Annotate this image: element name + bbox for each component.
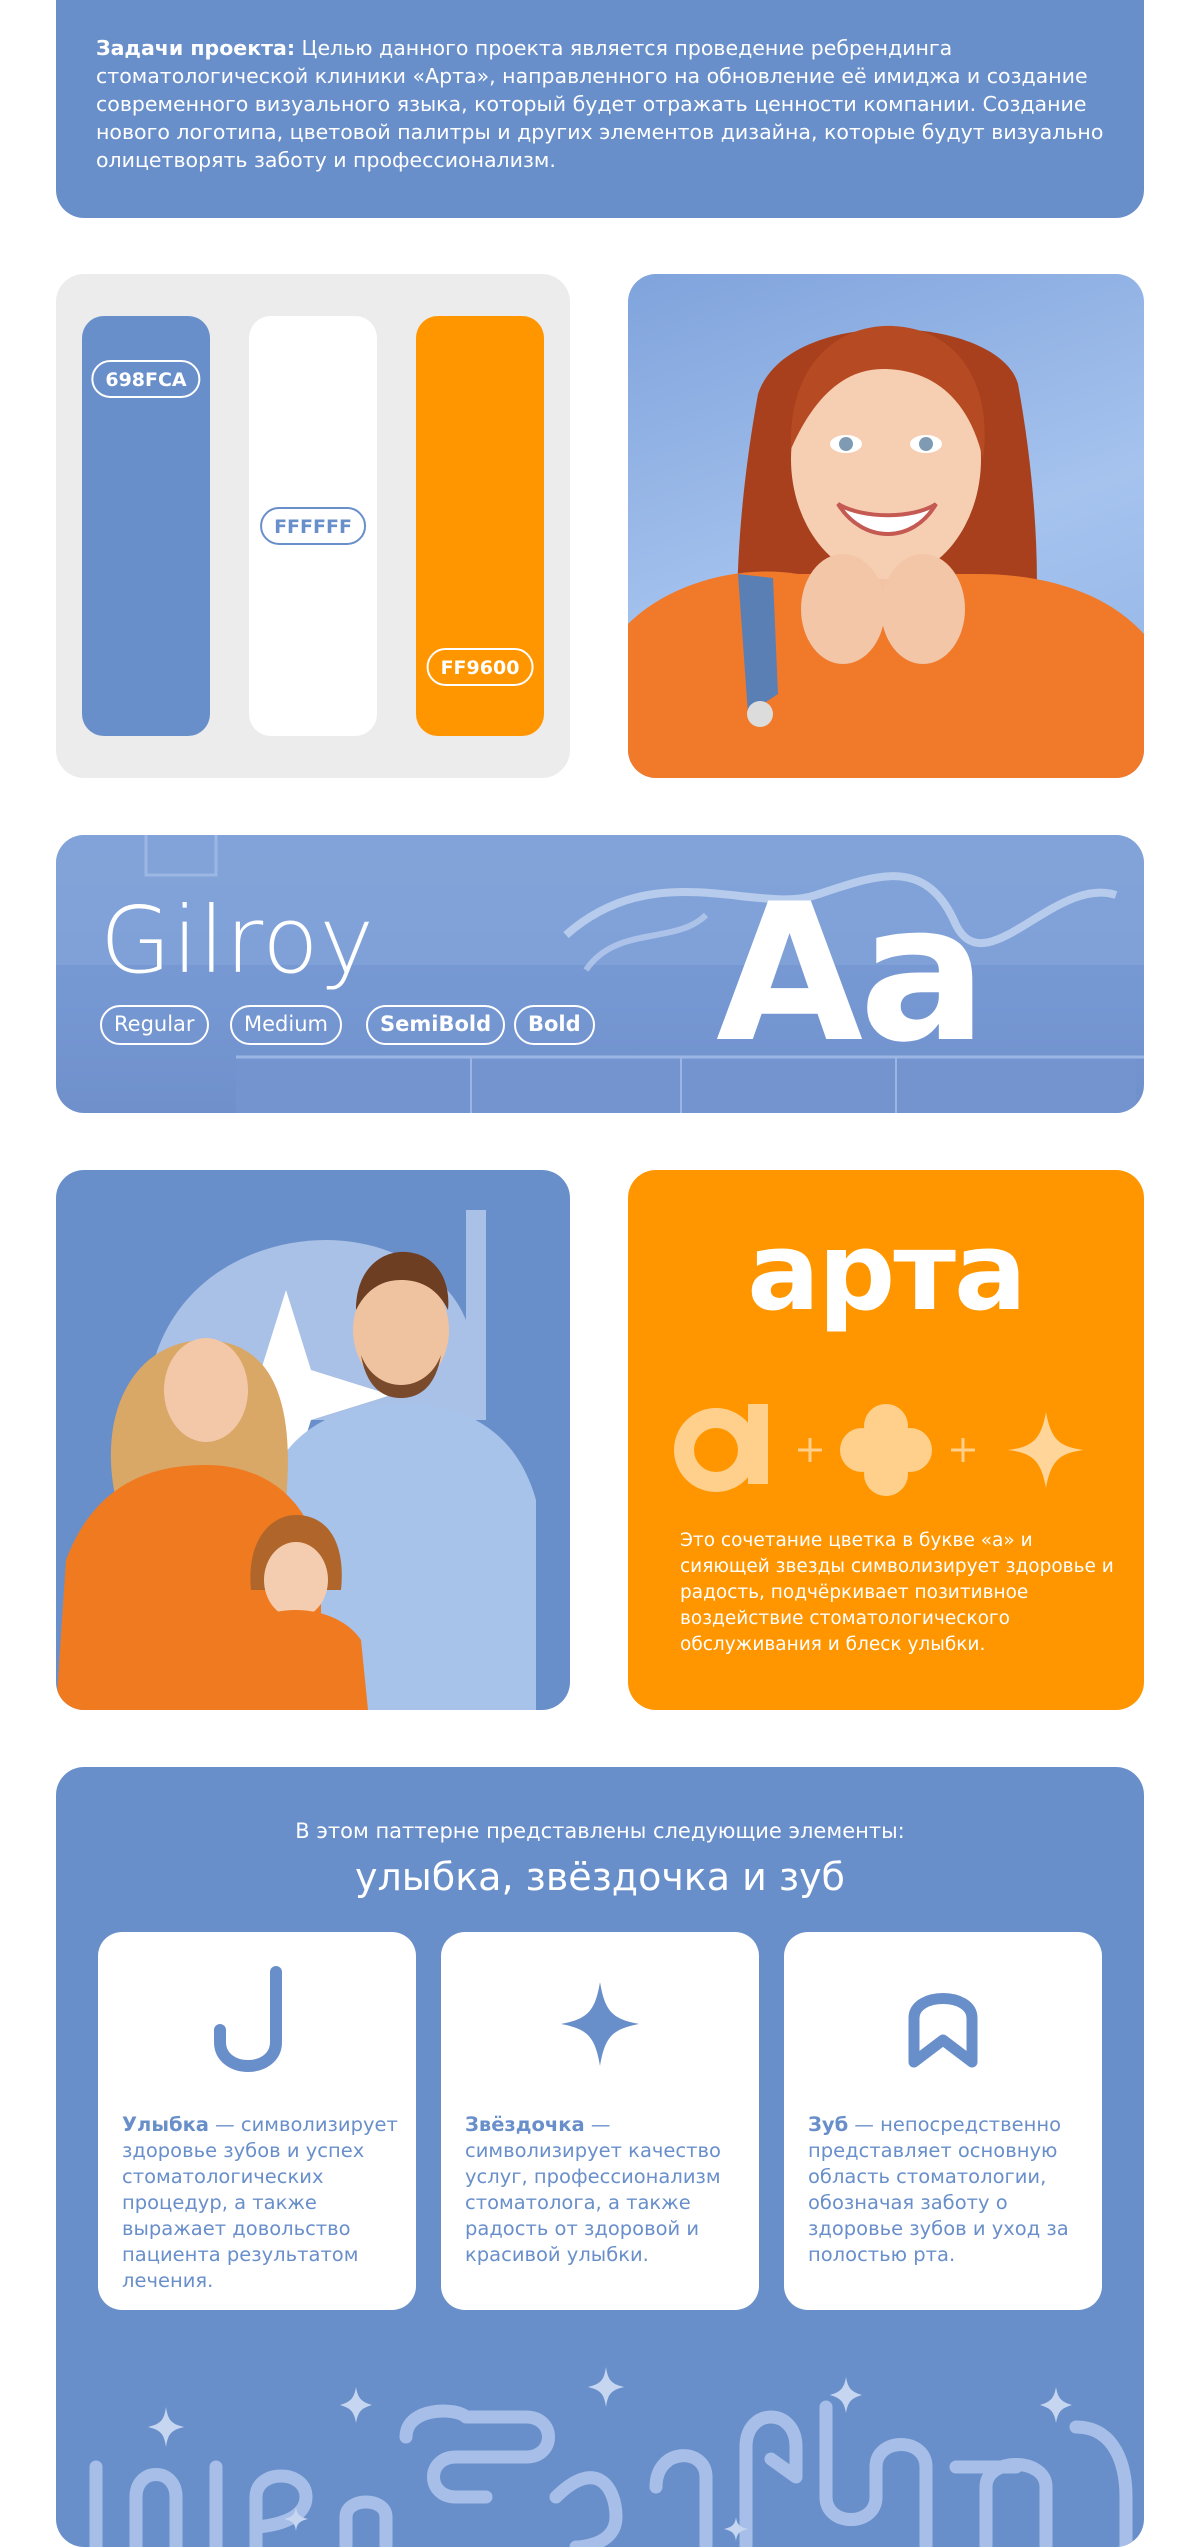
swatch-blue-code: 698FCA xyxy=(91,360,200,398)
project-task-text xyxy=(96,34,1106,174)
smiling-woman-illustration xyxy=(628,274,1144,778)
element-text-smile: — символизирует здоровье зубов и успех стоматологических процедур, а также выражает довольство пациента результатом лечения. xyxy=(122,2113,398,2292)
project-task-card xyxy=(56,0,1144,218)
tooth-icon xyxy=(784,1952,1102,2082)
star-icon xyxy=(441,1952,759,2082)
pattern-title: улыбка, звёздочка и зуб xyxy=(355,1855,845,1899)
swatch-white-code: FFFFFF xyxy=(260,507,366,545)
font-name: Gilroy xyxy=(100,887,375,994)
swatch-white xyxy=(249,316,377,736)
project-task-label: Задачи проекта: xyxy=(96,36,296,60)
element-description-star xyxy=(465,2112,745,2268)
logo-wordmark: арта xyxy=(747,1210,1025,1335)
color-palette-card xyxy=(56,274,570,778)
element-text-tooth: — непосредственно представляет основную область стоматологии, обозначая заботу о здоровье зубов и уход за полостью рта. xyxy=(808,2113,1069,2266)
weight-bold: Bold xyxy=(514,1005,595,1045)
family-illustration xyxy=(56,1170,570,1710)
element-card-smile xyxy=(98,1932,416,2310)
logo-card xyxy=(628,1170,1144,1710)
element-name-smile: Улыбка xyxy=(122,2113,209,2136)
logo-description: Это сочетание цветка в букве «а» и сияющей звезды символизирует здоровье и радость, подчёркивает позитивное воздействие стоматологического обслуживания и блеск улыбки. xyxy=(680,1530,1114,1655)
pattern-preview xyxy=(56,2347,1144,2547)
swatch-orange xyxy=(416,316,544,736)
typography-card xyxy=(56,835,1144,1113)
family-photo xyxy=(56,1170,570,1710)
flower-icon xyxy=(840,1404,932,1496)
element-description-smile xyxy=(122,2112,402,2294)
plus-icon xyxy=(951,1438,975,1462)
element-card-tooth xyxy=(784,1932,1102,2310)
font-sample-aa: Aa xyxy=(716,863,984,1084)
star-icon xyxy=(1008,1412,1084,1488)
plus-icon xyxy=(798,1438,822,1462)
element-name-star: Звёздочка xyxy=(465,2113,585,2136)
element-description-tooth xyxy=(808,2112,1088,2268)
project-task-body: Целью данного проекта является проведение ребрендинга стоматологической клиники «Арта», направленного на обновление её имиджа и создание современного визуального языка, который будет отражать ценности компании. Создание нового логотипа, цветовой палитры и других элементов дизайна, которые будут визуально олицетворять заботу и профессионализм. xyxy=(96,36,1104,172)
woman-photo xyxy=(628,274,1144,778)
element-name-tooth: Зуб xyxy=(808,2113,849,2136)
element-text-star: — символизирует качество услуг, профессионализм стоматолога, а также радость от здоровой и красивой улыбки. xyxy=(465,2113,721,2266)
swatch-orange-code: FF9600 xyxy=(427,648,534,686)
smile-hook-icon xyxy=(98,1952,416,2082)
weight-regular: Regular xyxy=(100,1005,209,1045)
weight-medium: Medium xyxy=(230,1005,342,1045)
pattern-intro: В этом паттерне представлены следующие элементы: xyxy=(295,1819,905,1843)
swatch-blue xyxy=(82,316,210,736)
weight-semibold: SemiBold xyxy=(366,1005,505,1045)
logo-construction xyxy=(628,1370,1144,1510)
element-card-star xyxy=(441,1932,759,2310)
pattern-section xyxy=(56,1767,1144,2547)
letter-a-icon xyxy=(684,1404,768,1484)
